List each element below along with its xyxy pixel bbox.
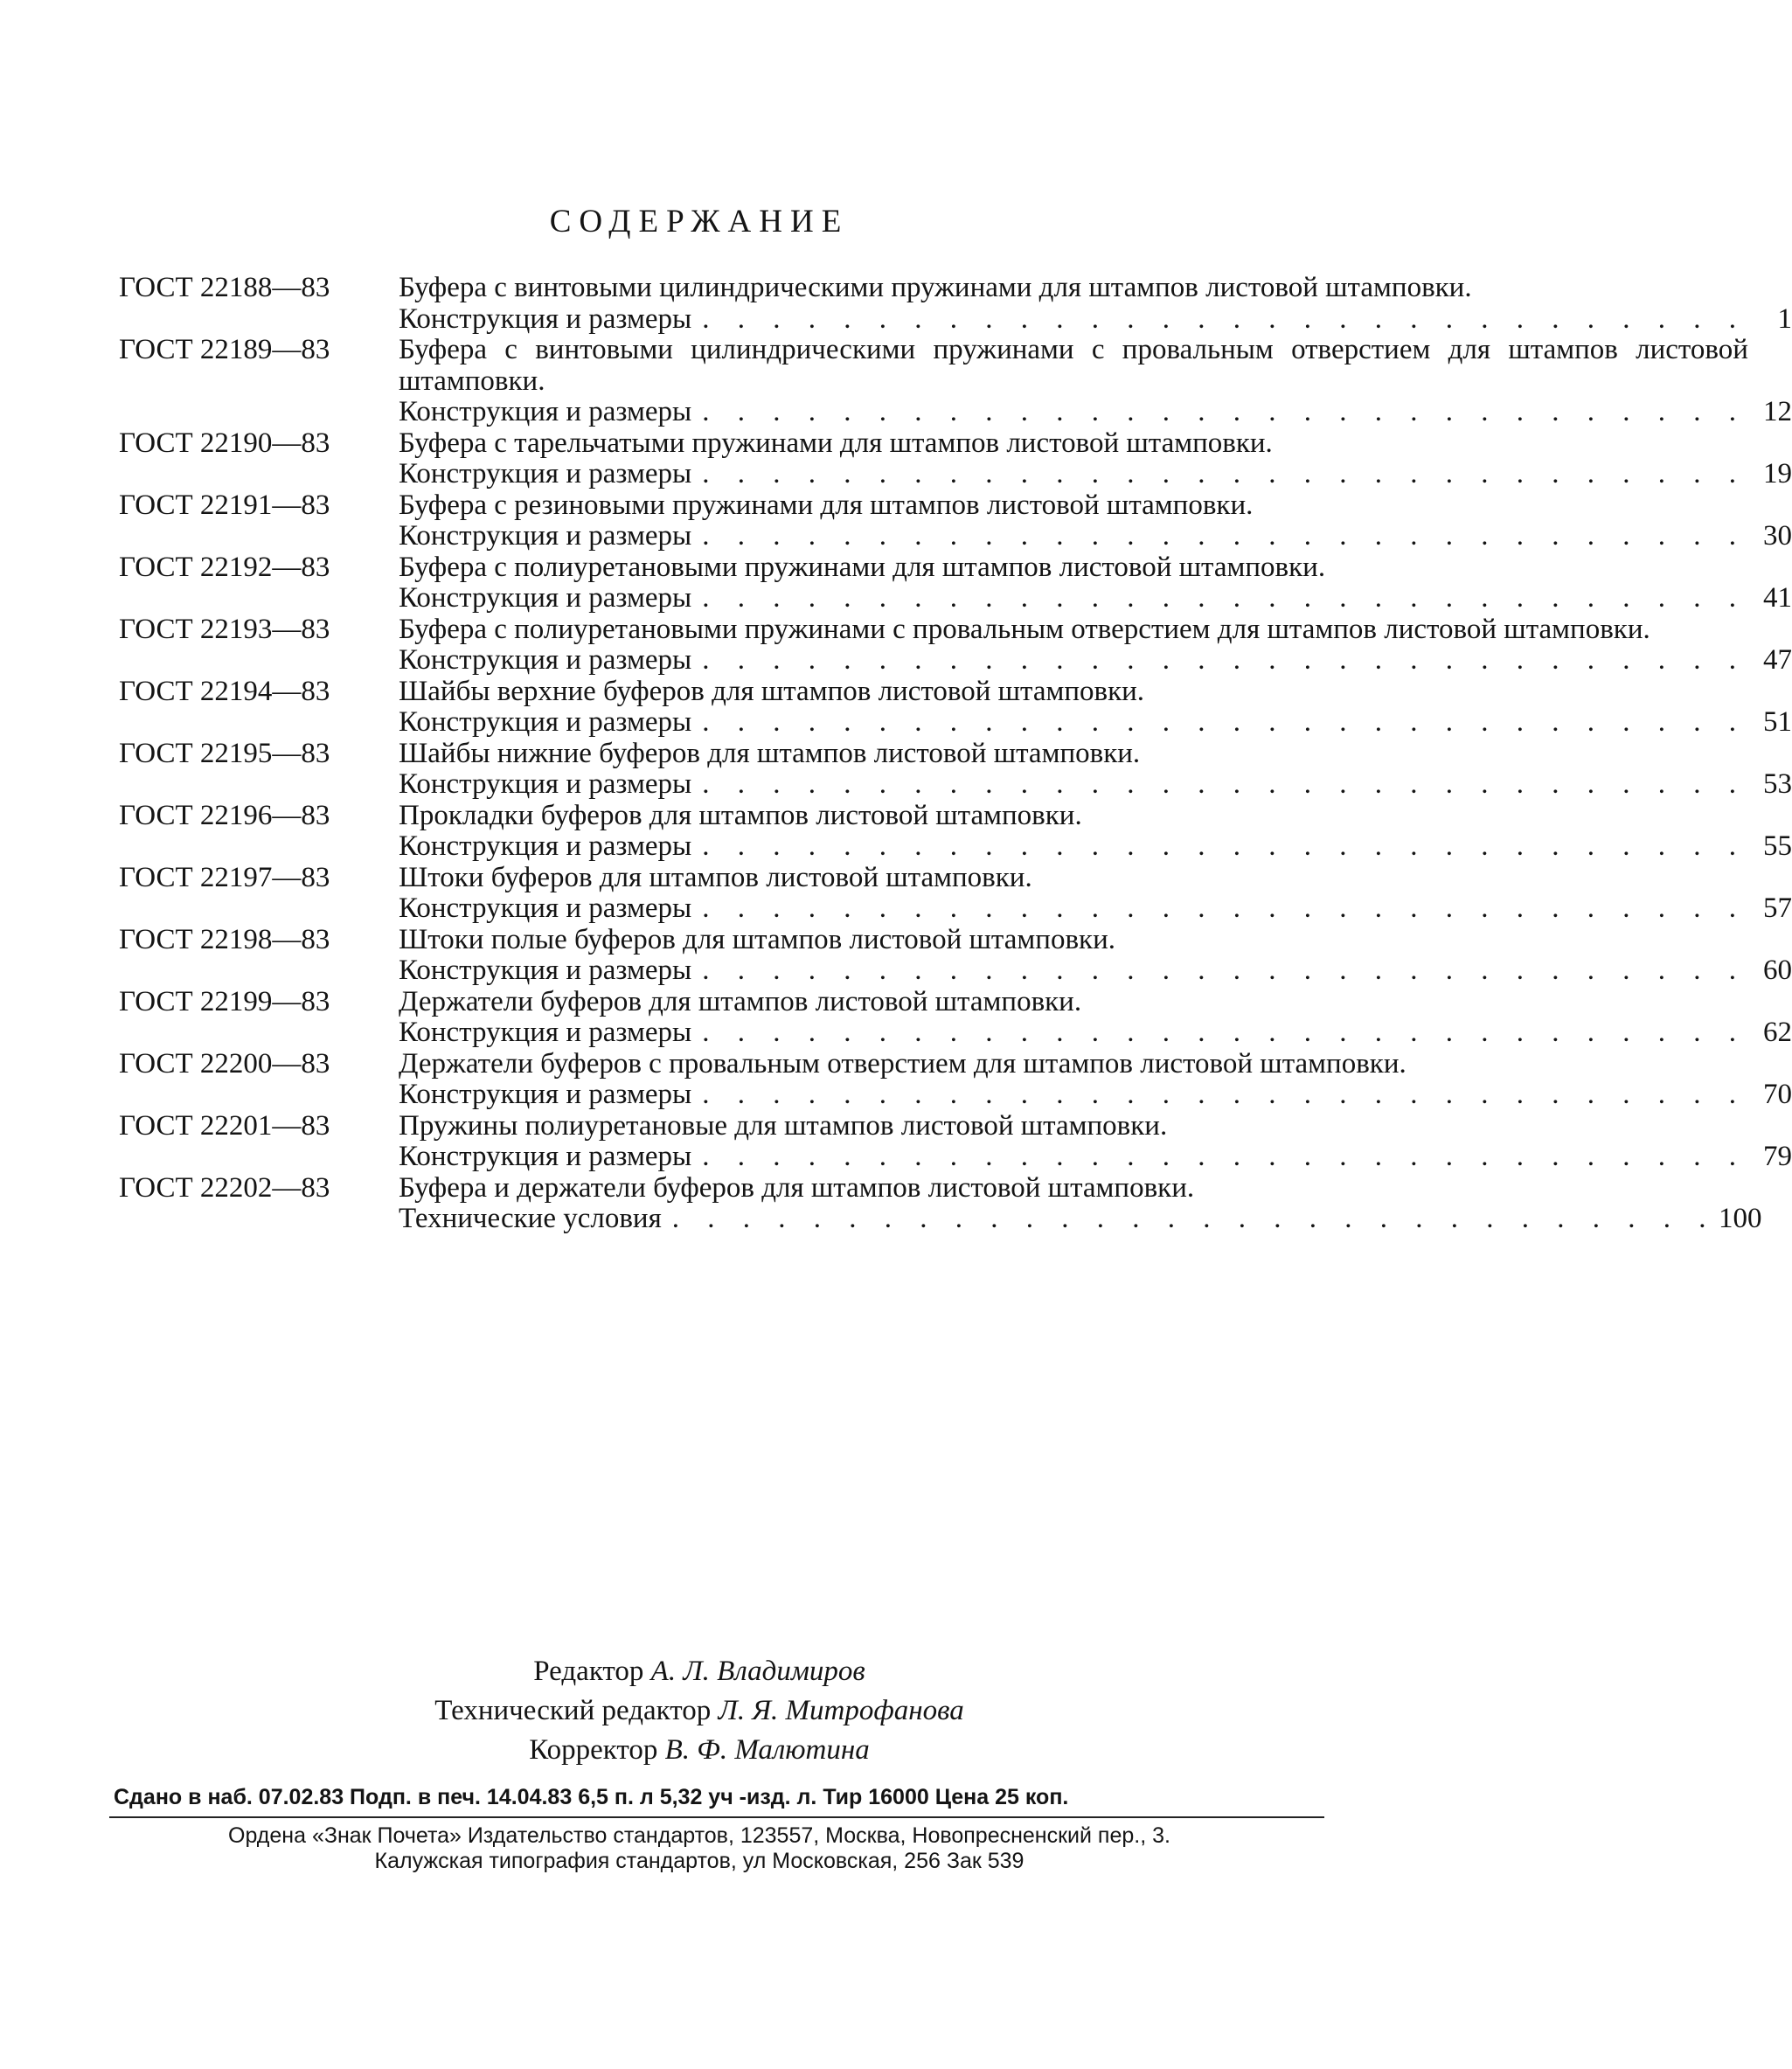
entry-subline bbox=[399, 582, 1792, 614]
page-number: 53 bbox=[1762, 768, 1792, 800]
leader-dots: . . . . . . . . . . . . . . . . . . . . . . . . . . . . . . bbox=[702, 396, 1747, 427]
entry-title: Штоки буферов для штампов листовой штамповки. bbox=[399, 861, 1032, 893]
page-number: 1 bbox=[1777, 302, 1792, 335]
entry-title: Штоки полые буферов для штампов листовой штамповки. bbox=[399, 923, 1115, 955]
leader-dots: . . . . . . . . . . . . . . . . . . . . . . . . . . . . . . bbox=[702, 302, 1747, 335]
entry-description bbox=[399, 273, 1792, 335]
entry-description bbox=[399, 490, 1792, 552]
page-number: 51 bbox=[1762, 706, 1792, 738]
entry-subline bbox=[399, 520, 1792, 552]
entry-subtitle: Конструкция и размеры bbox=[399, 1079, 692, 1110]
entry-subline bbox=[399, 706, 1792, 739]
page-number: 62 bbox=[1762, 1017, 1792, 1048]
page-number: 57 bbox=[1762, 892, 1792, 924]
gost-code: ГОСТ 22190—83 bbox=[119, 427, 330, 459]
page-number: 41 bbox=[1762, 582, 1792, 614]
gost-code: ГОСТ 22195—83 bbox=[119, 737, 330, 769]
leader-dots: . . . . . . . . . . . . . . . . . . . . . . . . . . . . . . bbox=[702, 892, 1747, 924]
entry-subtitle: Конструкция и размеры bbox=[399, 582, 692, 614]
entry-title: Шайбы нижние буферов для штампов листовой штамповки. bbox=[399, 737, 1141, 769]
entry-subline bbox=[399, 302, 1792, 336]
gost-code: ГОСТ 22202—83 bbox=[119, 1171, 330, 1204]
gost-code: ГОСТ 22196—83 bbox=[119, 799, 330, 831]
divider bbox=[109, 1816, 1324, 1818]
entry-subtitle: Конструкция и размеры bbox=[399, 458, 692, 489]
leader-dots: . . . . . . . . . . . . . . . . . . . . . . . . . . . . . . bbox=[702, 1079, 1747, 1110]
entry-description bbox=[399, 801, 1792, 863]
gost-code: ГОСТ 22194—83 bbox=[119, 675, 330, 707]
entry-title: Шайбы верхние буферов для штампов листовой штамповки. bbox=[399, 675, 1145, 707]
page-number: 79 bbox=[1762, 1141, 1792, 1172]
entry-title: Держатели буферов с провальным отверстием для штампов листовой штамповки. bbox=[399, 1047, 1407, 1080]
gost-code: ГОСТ 22188—83 bbox=[119, 272, 330, 303]
toc-entry bbox=[119, 489, 1792, 552]
entry-subtitle: Конструкция и размеры bbox=[399, 1141, 692, 1172]
entry-subtitle: Конструкция и размеры bbox=[399, 706, 692, 738]
toc-entry bbox=[119, 1109, 1792, 1173]
print-imprint: Сдано в наб. 07.02.83 Подп. в печ. 14.04.83 6,5 п. л 5,32 уч -изд. л. Тир 16000 Цена 25 коп. bbox=[114, 1785, 1069, 1809]
entry-title: Пружины полиуретановые для штампов листовой штамповки. bbox=[399, 1109, 1168, 1142]
entry-description bbox=[399, 863, 1792, 925]
corrector-line: Корректор В. Ф. Малютина bbox=[529, 1734, 870, 1766]
entry-title: Держатели буферов для штампов листовой штамповки. bbox=[399, 985, 1082, 1017]
entry-subline bbox=[399, 1141, 1792, 1173]
entry-description bbox=[399, 739, 1792, 801]
leader-dots: . . . . . . . . . . . . . . . . . . . . . . . . . . . . . . bbox=[702, 955, 1747, 986]
gost-code: ГОСТ 22197—83 bbox=[119, 861, 330, 893]
entry-description bbox=[399, 428, 1792, 490]
entry-title: Буфера с винтовыми цилиндрическими пружинами с провальным отверстием для штампов листовой штамповки. bbox=[399, 334, 1748, 397]
toc-entry bbox=[119, 427, 1792, 490]
gost-code: ГОСТ 22201—83 bbox=[119, 1109, 330, 1142]
entry-title: Прокладки буферов для штампов листовой штамповки. bbox=[399, 799, 1082, 831]
entry-subline bbox=[399, 644, 1792, 677]
leader-dots: . . . . . . . . . . . . . . . . . . . . . . . . . . . . . . bbox=[702, 768, 1747, 800]
toc-entry bbox=[119, 272, 1792, 335]
entry-description bbox=[399, 677, 1792, 739]
leader-dots: . . . . . . . . . . . . . . . . . . . . . . . . . . . . . . bbox=[702, 582, 1747, 614]
entry-subtitle: Конструкция и размеры bbox=[399, 830, 692, 862]
toc-entry bbox=[119, 737, 1792, 801]
leader-dots: . . . . . . . . . . . . . . . . . . . . . . . . . . . . . . bbox=[702, 830, 1747, 862]
gost-code: ГОСТ 22200—83 bbox=[119, 1047, 330, 1080]
entry-subtitle: Конструкция и размеры bbox=[399, 955, 692, 986]
page-number: 55 bbox=[1762, 830, 1792, 862]
page-number: 100 bbox=[1719, 1203, 1762, 1234]
entry-title: Буфера с винтовыми цилиндрическими пружинами для штампов листовой штамповки. bbox=[399, 272, 1472, 303]
entry-subtitle: Конструкция и размеры bbox=[399, 302, 692, 335]
leader-dots: . . . . . . . . . . . . . . . . . . . . . . . . . . . . . . bbox=[671, 1203, 1717, 1234]
page-number: 30 bbox=[1762, 520, 1792, 552]
entry-description bbox=[399, 987, 1792, 1049]
table-of-contents bbox=[119, 272, 1792, 1235]
toc-entry bbox=[119, 613, 1792, 677]
leader-dots: . . . . . . . . . . . . . . . . . . . . . . . . . . . . . . bbox=[702, 1141, 1747, 1172]
toc-entry bbox=[119, 985, 1792, 1049]
toc-entry bbox=[119, 1047, 1792, 1111]
entry-title: Буфера и держатели буферов для штампов листовой штамповки. bbox=[399, 1171, 1195, 1204]
entry-subtitle: Конструкция и размеры bbox=[399, 1017, 692, 1048]
toc-entry bbox=[119, 551, 1792, 614]
gost-code: ГОСТ 22191—83 bbox=[119, 489, 330, 521]
entry-subtitle: Конструкция и размеры bbox=[399, 520, 692, 552]
entry-description bbox=[399, 552, 1792, 614]
entry-description bbox=[399, 1173, 1762, 1235]
entry-subline bbox=[399, 892, 1792, 925]
tech-editor-line: Технический редактор Л. Я. Митрофанова bbox=[434, 1695, 964, 1726]
entry-subline bbox=[399, 1203, 1762, 1235]
entry-subtitle: Конструкция и размеры bbox=[399, 768, 692, 800]
entry-subtitle: Конструкция и размеры bbox=[399, 892, 692, 924]
gost-code: ГОСТ 22189—83 bbox=[119, 334, 330, 365]
toc-entry bbox=[119, 1171, 1762, 1235]
entry-subtitle: Конструкция и размеры bbox=[399, 644, 692, 676]
entry-subline bbox=[399, 768, 1792, 801]
entry-subtitle: Конструкция и размеры bbox=[399, 396, 692, 427]
page-number: 60 bbox=[1762, 955, 1792, 986]
toc-entry bbox=[119, 861, 1792, 925]
publisher-footer: Ордена «Знак Почета» Издательство стандартов, 123557, Москва, Новопресненский пер., 3. Калужская типография стандартов, ул Московская, 256 Зак 539 bbox=[228, 1823, 1170, 1873]
gost-code: ГОСТ 22199—83 bbox=[119, 985, 330, 1017]
entry-subline bbox=[399, 955, 1792, 987]
entry-subline bbox=[399, 458, 1792, 490]
entry-title: Буфера с полиуретановыми пружинами для штампов листовой штамповки. bbox=[399, 551, 1326, 583]
page-number: 70 bbox=[1762, 1079, 1792, 1110]
toc-entry bbox=[119, 334, 1792, 428]
entry-description bbox=[399, 335, 1792, 428]
page-number: 12 bbox=[1762, 396, 1792, 427]
entry-title: Буфера с тарельчатыми пружинами для штампов листовой штамповки. bbox=[399, 427, 1273, 459]
leader-dots: . . . . . . . . . . . . . . . . . . . . . . . . . . . . . . bbox=[702, 706, 1747, 738]
gost-code: ГОСТ 22193—83 bbox=[119, 613, 330, 645]
entry-subline bbox=[399, 1017, 1792, 1049]
entry-description bbox=[399, 614, 1792, 677]
entry-subline bbox=[399, 1079, 1792, 1111]
entry-title: Буфера с резиновыми пружинами для штампов листовой штамповки. bbox=[399, 489, 1254, 521]
entry-description bbox=[399, 925, 1792, 987]
gost-code: ГОСТ 22192—83 bbox=[119, 551, 330, 583]
leader-dots: . . . . . . . . . . . . . . . . . . . . . . . . . . . . . . bbox=[702, 644, 1747, 676]
entry-subline bbox=[399, 396, 1792, 428]
entry-subtitle: Технические условия bbox=[399, 1203, 662, 1234]
entry-description bbox=[399, 1049, 1792, 1111]
page-number: 19 bbox=[1762, 458, 1792, 489]
toc-entry bbox=[119, 675, 1792, 739]
leader-dots: . . . . . . . . . . . . . . . . . . . . . . . . . . . . . . bbox=[702, 458, 1747, 489]
credits bbox=[0, 1652, 1399, 1770]
entry-title: Буфера с полиуретановыми пружинами с провальным отверстием для штампов листовой штамповки. bbox=[399, 613, 1650, 645]
leader-dots: . . . . . . . . . . . . . . . . . . . . . . . . . . . . . . bbox=[702, 520, 1747, 552]
page-number: 47 bbox=[1762, 644, 1792, 676]
toc-entry bbox=[119, 799, 1792, 863]
gost-code: ГОСТ 22198—83 bbox=[119, 923, 330, 955]
toc-entry bbox=[119, 923, 1792, 987]
entry-description bbox=[399, 1111, 1792, 1173]
entry-subline bbox=[399, 830, 1792, 863]
editor-line: Редактор А. Л. Владимиров bbox=[533, 1656, 865, 1687]
leader-dots: . . . . . . . . . . . . . . . . . . . . . . . . . . . . . . bbox=[702, 1017, 1747, 1048]
page-title: СОДЕРЖАНИЕ bbox=[549, 204, 850, 240]
